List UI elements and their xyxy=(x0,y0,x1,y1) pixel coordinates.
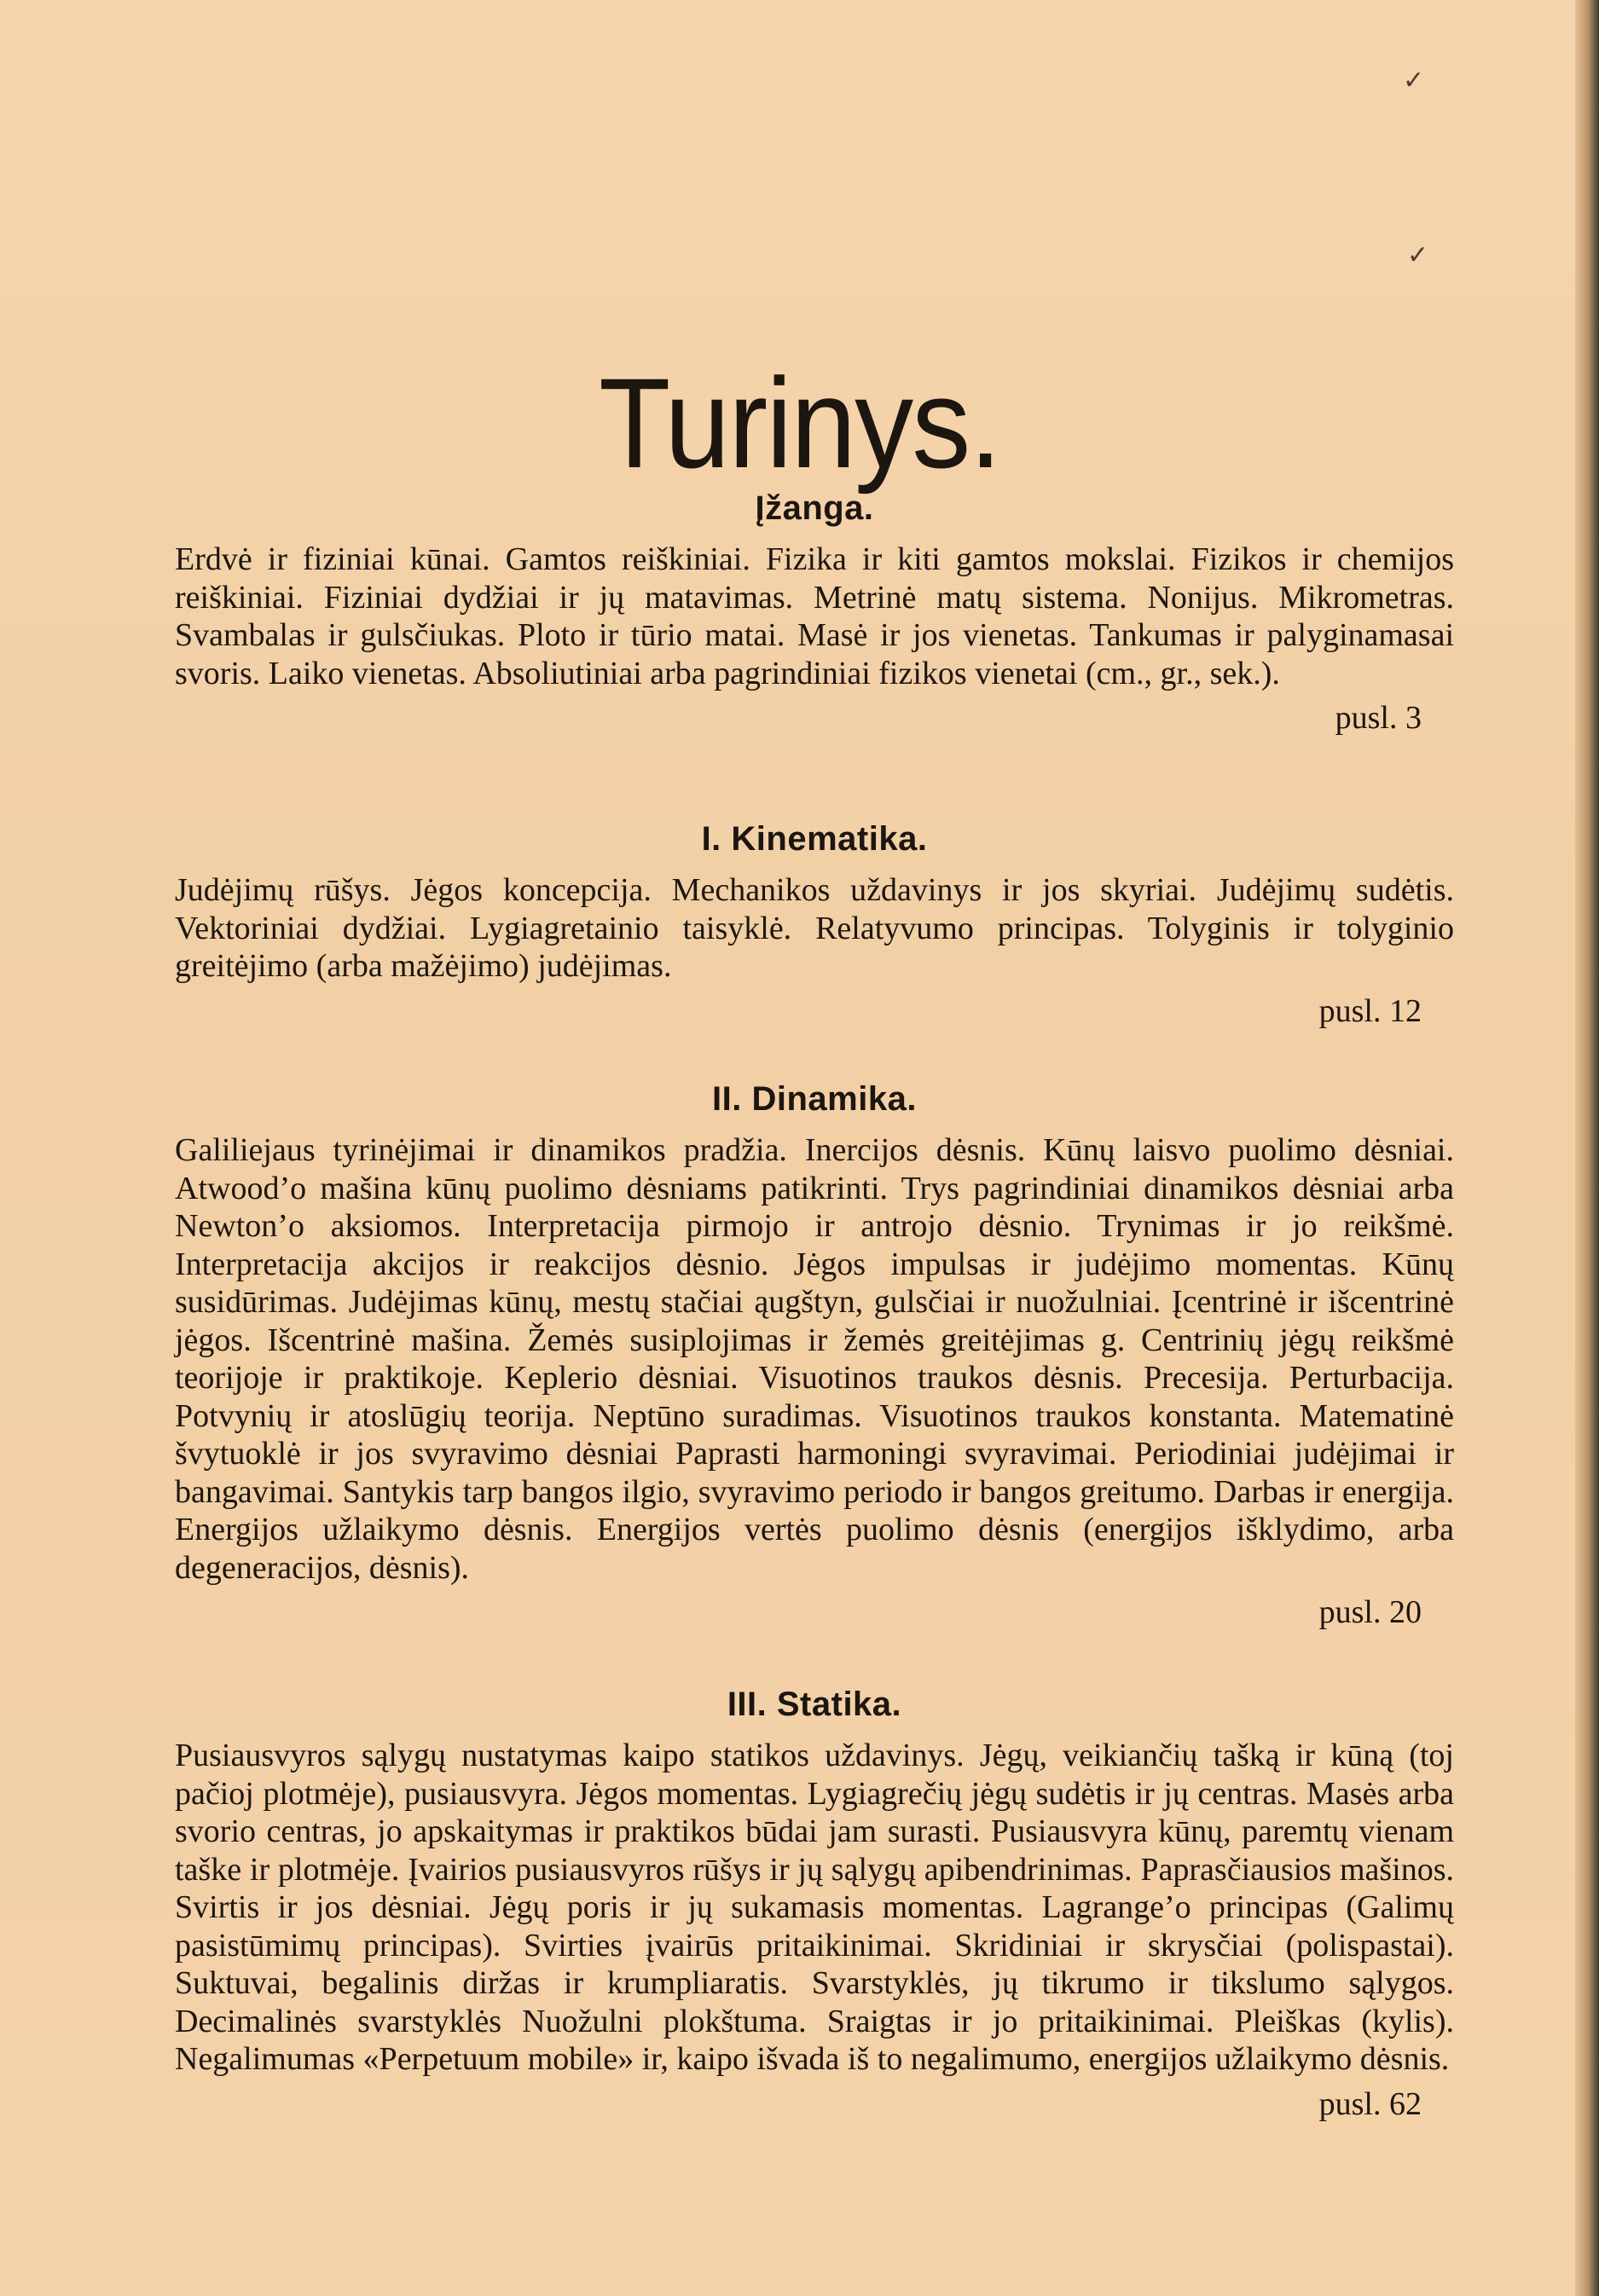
page-reference: pusl. 62 xyxy=(1318,2085,1422,2122)
ink-mark-decoration: ✓ xyxy=(1407,240,1429,270)
section-description: Pusiausvyros sąlygų nustatymas kaipo statikos uždavinys. Jėgų, veikiančių tašką ir kūną (toj pačioj plotmėje), pusiausvyra. Jėgos momentas. Lygiagrečių jėgų sudėtis ir jų centras. Masės arba svorio centras, jo apskaitymas ir praktikos būdai jam surasti. Pusiausvyra kūnų, paremtų vienam taške ir plotmėje. Įvairios pusiausvyros rūšys ir jų sąlygų apibendrinimas. Paprasčiausios mašinos. Svirtis ir jos dėsniai. Jėgų poris ir jų sukamasis momentas. Lagrange’o principas (Galimų pasistūmimų principas). Svirties įvairūs pritaikinimai. Skridiniai ir skrysčiai (polispastai). Suktuvai, begalinis diržas ir krumpliaratis. Svarstyklės, jų tikrumo ir tikslumo sąlygos. Decimalinės svarstyklės Nuožulni plokštuma. Sraigtas ir jo pritaikinimai. Pleiškas (kylis). Negalimumas «Perpetuum mobile» ir, kaipo išvada iš to negalimumo, energijos užlaikymo dėsnis. xyxy=(175,1738,1454,2077)
section-heading: III. Statika. xyxy=(727,1686,902,1723)
toc-section-statics xyxy=(175,1684,1454,2123)
page-reference: pusl. 20 xyxy=(1318,1594,1422,1630)
toc-section-kinematics xyxy=(175,818,1454,1030)
book-spine-edge xyxy=(1575,0,1599,2296)
section-heading: I. Kinematika. xyxy=(701,820,928,858)
section-heading: II. Dinamika. xyxy=(712,1080,917,1118)
ink-mark-decoration: ✓ xyxy=(1403,66,1425,95)
section-heading: Įžanga. xyxy=(755,489,874,527)
page-reference: pusl. 12 xyxy=(1318,992,1422,1029)
section-description: Erdvė ir fiziniai kūnai. Gamtos reiškiniai. Fizika ir kiti gamtos mokslai. Fizikos ir chemijos reiškiniai. Fiziniai dydžiai ir jų matavimas. Metrinė matų sistema. Nonijus. Mikrometras. Svambalas ir gulsčiukas. Ploto ir tūrio matai. Masė ir jos vienetas. Tankumas ir palyginamasai svoris. Laiko vienetas. Absoliutiniai arba pagrindiniai fizikos vienetai (cm., gr., sek.). xyxy=(175,541,1454,691)
page-reference: pusl. 3 xyxy=(1335,700,1422,736)
toc-section-dynamics xyxy=(175,1079,1454,1631)
toc-section-introduction xyxy=(175,488,1454,737)
section-description: Galiliejaus tyrinėjimai ir dinamikos pradžia. Inercijos dėsnis. Kūnų laisvo puolimo dėsniai. Atwood’o mašina kūnų puolimo dėsniams patikrinti. Trys pagrindiniai dinamikos dėsniai arba Newton’o aksiomos. Interpretacija pirmojo ir antrojo dėsnio. Trynimas ir jo reikšmė. Interpretacija akcijos ir reakcijos dėsnio. Jėgos impulsas ir judėjimo momentas. Kūnų susidūrimas. Judėjimas kūnų, mestų stačiai ąugštyn, gulsčiai ir nuožulniai. Įcentrinė ir išcentrinė jėgos. Išcentrinė mašina. Žemės susiplojimas ir žemės greitėjimas g. Centrinių jėgų reikšmė teorijoje ir praktikoje. Keplerio dėsniai. Visuotinos traukos dėsnis. Precesija. Perturbacija. Potvynių ir atoslūgių teorija. Neptūno suradimas. Visuotinos traukos konstanta. Matematinė švytuoklė ir jos svyravimo dėsniai Paprasti harmoningi svyravimai. Periodiniai judėjimai ir bangavimai. Santykis tarp bangos ilgio, svyravimo periodo ir bangos greitumo. Darbas ir energija. Energijos užlaikymo dėsnis. Energijos vertės puolimo dėsnis (energijos išklydimo, arba degeneracijos, dėsnis). xyxy=(175,1132,1454,1586)
page-title: Turinys. xyxy=(599,350,1000,494)
section-description: Judėjimų rūšys. Jėgos koncepcija. Mechanikos uždavinys ir jos skyriai. Judėjimų sudėtis. Vektoriniai dydžiai. Lygiagretainio taisyklė. Relatyvumo principas. Tolyginis ir tolyginio greitėjimo (arba mažėjimo) judėjimas. xyxy=(175,872,1454,984)
